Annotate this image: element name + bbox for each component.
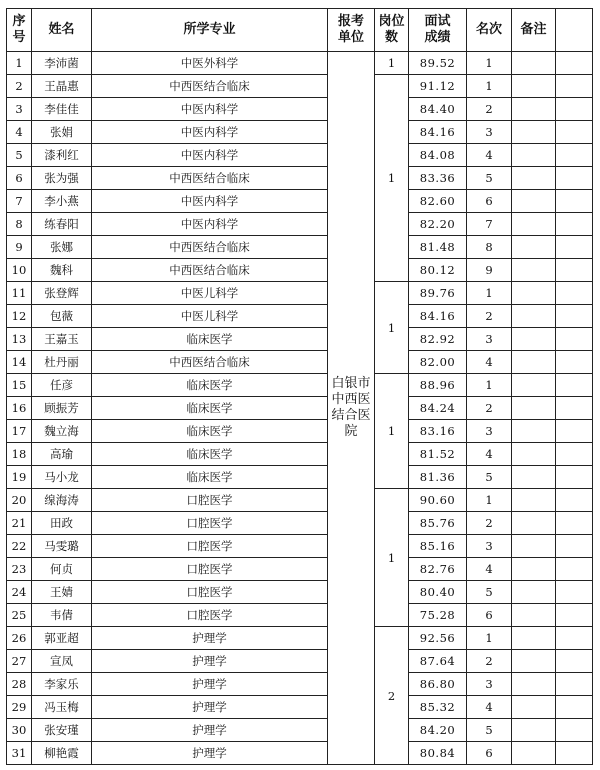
cell-blank [556,627,593,650]
table-row [7,719,593,742]
cell-seq: 17 [7,420,32,443]
cell-remark [512,489,556,512]
cell-score: 80.84 [409,742,467,765]
cell-major: 护理学 [92,719,328,742]
cell-remark [512,466,556,489]
table-row [7,512,593,535]
cell-major: 口腔医学 [92,489,328,512]
cell-seq: 28 [7,673,32,696]
cell-blank [556,650,593,673]
cell-rank: 1 [467,627,512,650]
cell-rank: 4 [467,558,512,581]
cell-blank [556,236,593,259]
cell-seq: 5 [7,144,32,167]
cell-name: 李佳佳 [32,98,92,121]
cell-blank [556,581,593,604]
table-row [7,535,593,558]
table-row [7,466,593,489]
cell-score: 90.60 [409,489,467,512]
cell-name: 魏立海 [32,420,92,443]
cell-score: 84.20 [409,719,467,742]
cell-name: 包薇 [32,305,92,328]
cell-name: 杜丹丽 [32,351,92,374]
cell-name: 李家乐 [32,673,92,696]
cell-seq: 26 [7,627,32,650]
cell-name: 何贞 [32,558,92,581]
cell-blank [556,466,593,489]
cell-blank [556,213,593,236]
cell-rank: 1 [467,374,512,397]
cell-major: 中医内科学 [92,144,328,167]
table-row [7,144,593,167]
cell-name: 王嘉玉 [32,328,92,351]
cell-name: 马雯璐 [32,535,92,558]
cell-score: 85.16 [409,535,467,558]
cell-remark [512,627,556,650]
table-row [7,213,593,236]
header-seq: 序号 [7,9,32,52]
table-row [7,673,593,696]
cell-rank: 3 [467,328,512,351]
cell-remark [512,351,556,374]
cell-rank: 9 [467,259,512,282]
cell-seq: 9 [7,236,32,259]
cell-rank: 5 [467,581,512,604]
cell-name: 郭亚超 [32,627,92,650]
cell-major: 护理学 [92,627,328,650]
cell-major: 口腔医学 [92,604,328,627]
cell-score: 84.40 [409,98,467,121]
cell-major: 中医外科学 [92,52,328,75]
cell-blank [556,719,593,742]
header-blank [556,9,593,52]
cell-name: 李沛菌 [32,52,92,75]
cell-seq: 31 [7,742,32,765]
cell-score: 89.52 [409,52,467,75]
cell-name: 张娟 [32,121,92,144]
cell-seq: 1 [7,52,32,75]
cell-major: 中医内科学 [92,121,328,144]
cell-blank [556,328,593,351]
cell-name: 魏科 [32,259,92,282]
cell-blank [556,52,593,75]
cell-rank: 1 [467,282,512,305]
cell-remark [512,604,556,627]
cell-rank: 3 [467,535,512,558]
cell-score: 85.76 [409,512,467,535]
table-body [7,52,593,765]
cell-seq: 20 [7,489,32,512]
cell-score: 84.08 [409,144,467,167]
table-row [7,696,593,719]
cell-rank: 8 [467,236,512,259]
table-row [7,259,593,282]
cell-major: 中西医结合临床 [92,236,328,259]
cell-remark [512,374,556,397]
cell-seq: 24 [7,581,32,604]
cell-remark [512,190,556,213]
cell-rank: 4 [467,351,512,374]
cell-blank [556,489,593,512]
cell-blank [556,305,593,328]
table-row [7,75,593,98]
cell-blank [556,742,593,765]
header-positions: 岗位数 [375,9,409,52]
cell-rank: 4 [467,696,512,719]
cell-score: 80.40 [409,581,467,604]
cell-score: 91.12 [409,75,467,98]
cell-blank [556,167,593,190]
interview-results-table [6,8,593,765]
cell-major: 临床医学 [92,466,328,489]
cell-rank: 7 [467,213,512,236]
cell-rank: 6 [467,742,512,765]
cell-blank [556,259,593,282]
cell-name: 张娜 [32,236,92,259]
table-row [7,420,593,443]
cell-name: 任彦 [32,374,92,397]
cell-blank [556,282,593,305]
cell-remark [512,443,556,466]
table-row [7,52,593,75]
cell-score: 75.28 [409,604,467,627]
cell-unit: 白银市中西医结合医院 [328,52,375,765]
cell-rank: 3 [467,121,512,144]
cell-major: 中医儿科学 [92,305,328,328]
header-unit: 报考单位 [328,9,375,52]
cell-seq: 22 [7,535,32,558]
cell-rank: 5 [467,466,512,489]
table-row [7,489,593,512]
cell-score: 83.36 [409,167,467,190]
cell-rank: 2 [467,512,512,535]
cell-score: 86.80 [409,673,467,696]
cell-major: 中医内科学 [92,98,328,121]
cell-rank: 4 [467,144,512,167]
cell-remark [512,512,556,535]
cell-name: 顾振芳 [32,397,92,420]
cell-remark [512,719,556,742]
cell-major: 临床医学 [92,443,328,466]
cell-major: 中西医结合临床 [92,259,328,282]
cell-remark [512,167,556,190]
cell-score: 87.64 [409,650,467,673]
cell-score: 88.96 [409,374,467,397]
cell-major: 口腔医学 [92,512,328,535]
cell-name: 高瑜 [32,443,92,466]
cell-seq: 19 [7,466,32,489]
cell-seq: 27 [7,650,32,673]
cell-major: 临床医学 [92,328,328,351]
header-score: 面试成绩 [409,9,467,52]
cell-score: 80.12 [409,259,467,282]
cell-blank [556,397,593,420]
cell-name: 练春阳 [32,213,92,236]
cell-seq: 15 [7,374,32,397]
cell-remark [512,581,556,604]
cell-rank: 2 [467,397,512,420]
cell-remark [512,75,556,98]
cell-score: 84.16 [409,305,467,328]
cell-blank [556,144,593,167]
table-row [7,581,593,604]
table-row [7,443,593,466]
cell-score: 82.92 [409,328,467,351]
cell-blank [556,420,593,443]
cell-rank: 2 [467,98,512,121]
cell-major: 口腔医学 [92,558,328,581]
cell-positions: 1 [375,489,409,627]
cell-score: 84.16 [409,121,467,144]
cell-major: 护理学 [92,650,328,673]
cell-score: 89.76 [409,282,467,305]
table-row [7,397,593,420]
cell-blank [556,512,593,535]
cell-positions: 1 [375,374,409,489]
cell-major: 中西医结合临床 [92,167,328,190]
header-major: 所学专业 [92,9,328,52]
cell-rank: 1 [467,489,512,512]
cell-blank [556,696,593,719]
cell-remark [512,328,556,351]
cell-blank [556,374,593,397]
cell-remark [512,236,556,259]
cell-score: 81.48 [409,236,467,259]
table-row [7,627,593,650]
cell-major: 中西医结合临床 [92,75,328,98]
cell-name: 缐海涛 [32,489,92,512]
cell-major: 护理学 [92,673,328,696]
cell-remark [512,650,556,673]
cell-name: 冯玉梅 [32,696,92,719]
cell-major: 中医内科学 [92,190,328,213]
cell-remark [512,420,556,443]
cell-rank: 2 [467,650,512,673]
cell-positions: 1 [375,52,409,75]
cell-seq: 30 [7,719,32,742]
cell-blank [556,75,593,98]
cell-remark [512,742,556,765]
cell-rank: 1 [467,75,512,98]
cell-name: 漆利红 [32,144,92,167]
cell-seq: 11 [7,282,32,305]
table-row [7,167,593,190]
cell-blank [556,535,593,558]
cell-name: 张安瑾 [32,719,92,742]
cell-remark [512,121,556,144]
cell-rank: 3 [467,420,512,443]
cell-remark [512,305,556,328]
cell-major: 中西医结合临床 [92,351,328,374]
table-row [7,742,593,765]
cell-rank: 5 [467,719,512,742]
cell-remark [512,98,556,121]
cell-remark [512,213,556,236]
cell-name: 田政 [32,512,92,535]
header-rank: 名次 [467,9,512,52]
header-name: 姓名 [32,9,92,52]
cell-seq: 14 [7,351,32,374]
cell-blank [556,351,593,374]
cell-rank: 1 [467,52,512,75]
cell-positions: 1 [375,282,409,374]
cell-name: 王晶惠 [32,75,92,98]
cell-name: 柳艳霞 [32,742,92,765]
cell-remark [512,558,556,581]
cell-name: 王婧 [32,581,92,604]
table-row [7,98,593,121]
cell-remark [512,696,556,719]
table-row [7,305,593,328]
table-row [7,351,593,374]
cell-rank: 2 [467,305,512,328]
table-row [7,121,593,144]
cell-major: 口腔医学 [92,581,328,604]
cell-seq: 4 [7,121,32,144]
cell-remark [512,52,556,75]
cell-remark [512,673,556,696]
cell-seq: 10 [7,259,32,282]
table-row [7,558,593,581]
cell-name: 李小燕 [32,190,92,213]
table-row [7,190,593,213]
cell-major: 中医内科学 [92,213,328,236]
cell-major: 临床医学 [92,374,328,397]
cell-score: 82.76 [409,558,467,581]
cell-name: 张为强 [32,167,92,190]
cell-seq: 23 [7,558,32,581]
cell-seq: 21 [7,512,32,535]
cell-blank [556,121,593,144]
cell-remark [512,397,556,420]
cell-seq: 18 [7,443,32,466]
cell-remark [512,535,556,558]
cell-seq: 7 [7,190,32,213]
table-row [7,604,593,627]
cell-seq: 29 [7,696,32,719]
cell-rank: 6 [467,190,512,213]
cell-positions: 2 [375,627,409,765]
cell-blank [556,558,593,581]
cell-name: 马小龙 [32,466,92,489]
cell-major: 护理学 [92,696,328,719]
cell-major: 临床医学 [92,397,328,420]
cell-score: 84.24 [409,397,467,420]
cell-score: 81.36 [409,466,467,489]
cell-score: 81.52 [409,443,467,466]
cell-seq: 8 [7,213,32,236]
cell-name: 韦倩 [32,604,92,627]
header-remark: 备注 [512,9,556,52]
cell-major: 临床医学 [92,420,328,443]
table-row [7,236,593,259]
cell-rank: 4 [467,443,512,466]
cell-score: 83.16 [409,420,467,443]
cell-name: 宣凤 [32,650,92,673]
header-row [7,9,593,52]
cell-score: 85.32 [409,696,467,719]
table-row [7,374,593,397]
cell-remark [512,282,556,305]
cell-score: 82.60 [409,190,467,213]
cell-blank [556,98,593,121]
cell-blank [556,190,593,213]
cell-blank [556,604,593,627]
cell-blank [556,673,593,696]
cell-rank: 3 [467,673,512,696]
table-row [7,328,593,351]
cell-remark [512,144,556,167]
table-row [7,282,593,305]
cell-major: 护理学 [92,742,328,765]
cell-seq: 13 [7,328,32,351]
cell-positions: 1 [375,75,409,282]
cell-seq: 25 [7,604,32,627]
cell-rank: 6 [467,604,512,627]
cell-score: 92.56 [409,627,467,650]
cell-seq: 3 [7,98,32,121]
table-row [7,650,593,673]
cell-name: 张登辉 [32,282,92,305]
cell-seq: 6 [7,167,32,190]
cell-remark [512,259,556,282]
cell-seq: 2 [7,75,32,98]
cell-major: 中医儿科学 [92,282,328,305]
cell-rank: 5 [467,167,512,190]
cell-blank [556,443,593,466]
cell-score: 82.00 [409,351,467,374]
cell-score: 82.20 [409,213,467,236]
cell-seq: 16 [7,397,32,420]
cell-major: 口腔医学 [92,535,328,558]
cell-seq: 12 [7,305,32,328]
